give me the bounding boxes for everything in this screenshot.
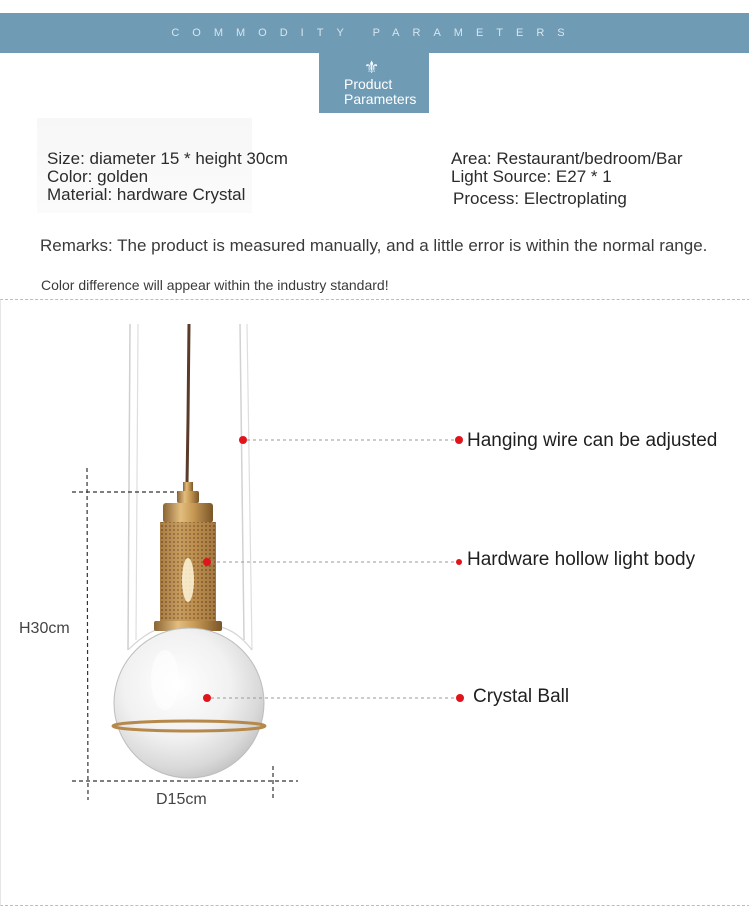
support-wire-right-1 (240, 324, 244, 640)
height-dimension-line (87, 468, 88, 800)
cap-top (183, 482, 193, 492)
body-top-ring (163, 503, 213, 523)
badge-title: Product (344, 76, 393, 92)
crystal-ball (114, 628, 264, 778)
fleur-de-lis-icon: ⚜ (364, 58, 380, 77)
height-label: H30cm (19, 620, 70, 637)
color-note: Color difference will appear within the industry standard! (41, 277, 389, 293)
badge-subtitle: Parameters (344, 91, 417, 107)
spec-light-source: Light Source: E27 * 1 (451, 167, 612, 186)
spec-color: Color: golden (47, 167, 149, 186)
callout-leader-hanging-wire (239, 436, 463, 444)
callout-light-body: Hardware hollow light body (467, 549, 696, 570)
spec-area: Area: Restaurant/bedroom/Bar (451, 149, 683, 168)
callout-leader-light-body (203, 558, 462, 566)
support-wire-right-2 (247, 324, 252, 650)
callout-hanging-wire: Hanging wire can be adjusted (467, 430, 718, 451)
remark-line: Remarks: The product is measured manually, and a little error is within the normal range. (40, 236, 708, 255)
support-wire-left-2 (136, 324, 138, 640)
cap-collar (177, 491, 199, 503)
callout-crystal-ball: Crystal Ball (473, 686, 570, 707)
support-wire-left-1 (128, 324, 130, 650)
spec-size: Size: diameter 15 * height 30cm (47, 149, 288, 168)
spec-process: Process: Electroplating (453, 189, 627, 208)
spec-material: Material: hardware Crystal (47, 185, 246, 204)
bulb-glow (182, 558, 194, 602)
banner-title: COMMODITY PARAMETERS (171, 27, 578, 39)
power-cord (187, 324, 189, 483)
diameter-label: D15cm (156, 791, 207, 808)
